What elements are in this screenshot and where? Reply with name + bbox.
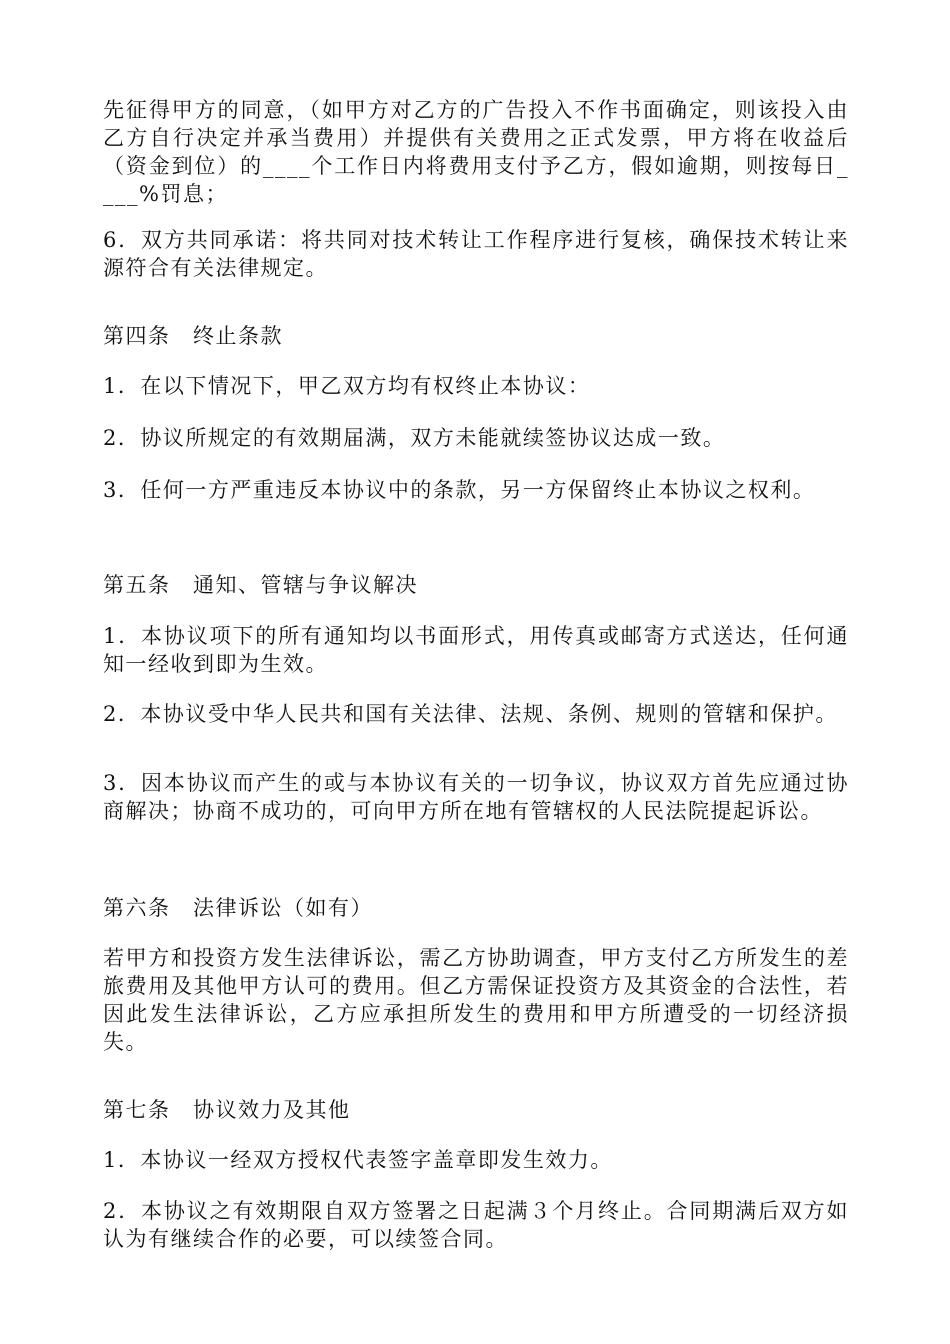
article-5-item-2: 2．本协议受中华人民共和国有关法律、法规、条例、规则的管辖和保护。 [103,702,838,726]
item-6-paragraph: 6．双方共同承诺：将共同对技术转让工作程序进行复核，确保技术转让来源符合有关法律规定。 [103,228,849,280]
article-7-item-2: 2．本协议之有效期限自双方签署之日起满３个月终止。合同期满后双方如认为有继续合作的必要，可以续签合同。 [103,1199,849,1251]
article-5-item-3: 3．因本协议而产生的或与本协议有关的一切争议，协议双方首先应通过协商解决；协商不成功的，可向甲方所在地有管辖权的人民法院提起诉讼。 [103,771,849,823]
article-4-item-1: 1．在以下情况下，甲乙双方均有权终止本协议： [103,374,591,398]
article-4-item-3: 3．任何一方严重违反本协议中的条款，另一方保留终止本协议之权利。 [103,478,816,502]
article-7-item-1: 1．本协议一经双方授权代表签字盖章即发生效力。 [103,1148,613,1172]
article-6-heading: 第六条 法律诉讼（如有） [103,896,373,920]
article-5-item-1: 1．本协议项下的所有通知均以书面形式，用传真或邮寄方式送达，任何通知一经收到即为生效。 [103,624,849,676]
article-7-heading: 第七条 协议效力及其他 [103,1098,351,1122]
article-4-heading: 第四条 终止条款 [103,324,283,348]
article-5-heading: 第五条 通知、管辖与争议解决 [103,573,418,597]
article-6-body: 若甲方和投资方发生法律诉讼，需乙方协助调查，甲方支付乙方所发生的差旅费用及其他甲方认可的费用。但乙方需保证投资方及其资金的合法性，若因此发生法律诉讼，乙方应承担所发生的费用和甲方所遭受的一切经济损失。 [103,946,849,1054]
intro-paragraph: 先征得甲方的同意，（如甲方对乙方的广告投入不作书面确定，则该投入由乙方自行决定并承当费用）并提供有关费用之正式发票，甲方将在收益后（资金到位）的____个工作日内将费用支付予乙方，假如逾期，则按每日____%罚息； [103,98,849,206]
article-4-item-2: 2．协议所规定的有效期届满，双方未能就续签协议达成一致。 [103,426,726,450]
